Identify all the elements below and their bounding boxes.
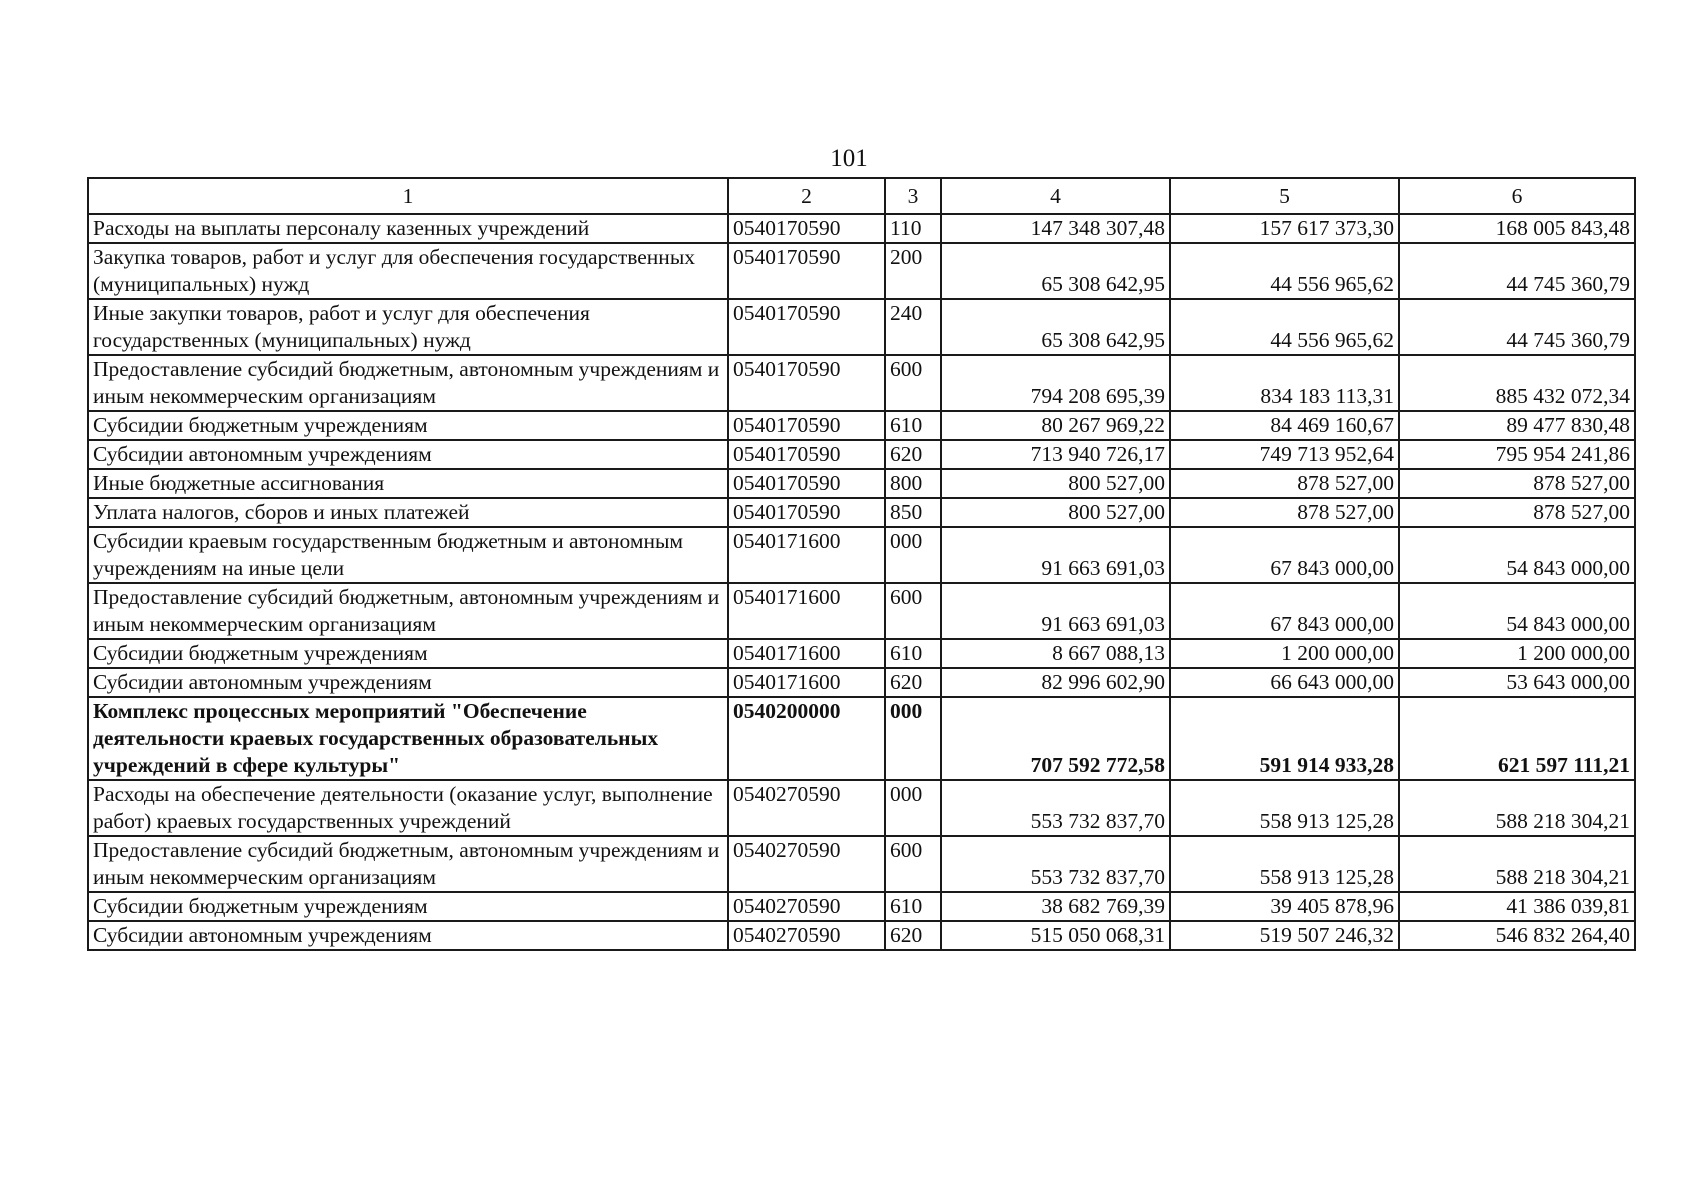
row-name: Предоставление субсидий бюджетным, автономным учреждениям и иным некоммерческим организациям: [88, 583, 728, 639]
row-expense-type: 600: [885, 583, 941, 639]
row-amount-col6: 89 477 830,48: [1399, 411, 1635, 440]
row-expense-type: 620: [885, 921, 941, 950]
row-code: 0540270590: [728, 780, 885, 836]
row-amount-col4: 800 527,00: [941, 469, 1170, 498]
row-amount-col4: 38 682 769,39: [941, 892, 1170, 921]
row-expense-type: 000: [885, 697, 941, 780]
row-amount-col6: 53 643 000,00: [1399, 668, 1635, 697]
row-amount-col4: 707 592 772,58: [941, 697, 1170, 780]
row-name: Закупка товаров, работ и услуг для обеспечения государственных (муниципальных) нужд: [88, 243, 728, 299]
row-amount-col6: 588 218 304,21: [1399, 836, 1635, 892]
row-amount-col5: 84 469 160,67: [1170, 411, 1399, 440]
table-row: [88, 299, 1635, 355]
row-amount-col6: 885 432 072,34: [1399, 355, 1635, 411]
row-amount-col6: 546 832 264,40: [1399, 921, 1635, 950]
column-header-3: 3: [885, 178, 941, 214]
row-expense-type: 110: [885, 214, 941, 243]
table-row: [88, 583, 1635, 639]
row-code: 0540170590: [728, 469, 885, 498]
row-name: Предоставление субсидий бюджетным, автономным учреждениям и иным некоммерческим организациям: [88, 836, 728, 892]
row-amount-col5: 67 843 000,00: [1170, 583, 1399, 639]
row-code: 0540170590: [728, 411, 885, 440]
table-row: [88, 921, 1635, 950]
row-name: Иные закупки товаров, работ и услуг для обеспечения государственных (муниципальных) нужд: [88, 299, 728, 355]
row-name: Субсидии автономным учреждениям: [88, 921, 728, 950]
row-code: 0540171600: [728, 583, 885, 639]
table-row: [88, 440, 1635, 469]
row-amount-col5: 44 556 965,62: [1170, 299, 1399, 355]
row-amount-col5: 66 643 000,00: [1170, 668, 1399, 697]
row-expense-type: 800: [885, 469, 941, 498]
row-code: 0540171600: [728, 668, 885, 697]
row-amount-col5: 558 913 125,28: [1170, 836, 1399, 892]
row-amount-col6: 588 218 304,21: [1399, 780, 1635, 836]
table-row: [88, 469, 1635, 498]
table-row: [88, 527, 1635, 583]
budget-table: [87, 177, 1636, 951]
row-expense-type: 610: [885, 892, 941, 921]
row-amount-col5: 519 507 246,32: [1170, 921, 1399, 950]
row-amount-col5: 39 405 878,96: [1170, 892, 1399, 921]
row-name: Предоставление субсидий бюджетным, автономным учреждениям и иным некоммерческим организациям: [88, 355, 728, 411]
row-expense-type: 610: [885, 411, 941, 440]
row-expense-type: 200: [885, 243, 941, 299]
row-amount-col4: 800 527,00: [941, 498, 1170, 527]
row-expense-type: 000: [885, 780, 941, 836]
table-row: [88, 668, 1635, 697]
row-amount-col6: 621 597 111,21: [1399, 697, 1635, 780]
row-name: Иные бюджетные ассигнования: [88, 469, 728, 498]
header-row: [88, 178, 1635, 214]
row-name: Субсидии бюджетным учреждениям: [88, 411, 728, 440]
row-code: 0540270590: [728, 921, 885, 950]
row-amount-col4: 553 732 837,70: [941, 780, 1170, 836]
column-header-1: 1: [88, 178, 728, 214]
column-header-5: 5: [1170, 178, 1399, 214]
row-expense-type: 610: [885, 639, 941, 668]
row-amount-col4: 91 663 691,03: [941, 583, 1170, 639]
table-row: [88, 214, 1635, 243]
row-amount-col5: 157 617 373,30: [1170, 214, 1399, 243]
row-expense-type: 000: [885, 527, 941, 583]
row-amount-col4: 80 267 969,22: [941, 411, 1170, 440]
table-row: [88, 355, 1635, 411]
row-code: 0540170590: [728, 214, 885, 243]
row-code: 0540170590: [728, 498, 885, 527]
row-name: Субсидии бюджетным учреждениям: [88, 639, 728, 668]
row-amount-col4: 82 996 602,90: [941, 668, 1170, 697]
row-amount-col4: 91 663 691,03: [941, 527, 1170, 583]
row-amount-col6: 44 745 360,79: [1399, 243, 1635, 299]
row-amount-col4: 65 308 642,95: [941, 299, 1170, 355]
row-amount-col6: 878 527,00: [1399, 469, 1635, 498]
row-amount-col6: 168 005 843,48: [1399, 214, 1635, 243]
row-amount-col4: 8 667 088,13: [941, 639, 1170, 668]
row-expense-type: 620: [885, 440, 941, 469]
row-amount-col5: 1 200 000,00: [1170, 639, 1399, 668]
row-expense-type: 600: [885, 355, 941, 411]
column-header-2: 2: [728, 178, 885, 214]
table-row: [88, 892, 1635, 921]
column-header-6: 6: [1399, 178, 1635, 214]
row-amount-col4: 65 308 642,95: [941, 243, 1170, 299]
row-expense-type: 620: [885, 668, 941, 697]
row-amount-col4: 553 732 837,70: [941, 836, 1170, 892]
row-expense-type: 600: [885, 836, 941, 892]
row-name: Субсидии бюджетным учреждениям: [88, 892, 728, 921]
row-amount-col6: 795 954 241,86: [1399, 440, 1635, 469]
row-amount-col5: 749 713 952,64: [1170, 440, 1399, 469]
row-code: 0540170590: [728, 299, 885, 355]
row-name: Субсидии краевым государственным бюджетным и автономным учреждениям на иные цели: [88, 527, 728, 583]
row-amount-col5: 834 183 113,31: [1170, 355, 1399, 411]
row-amount-col6: 1 200 000,00: [1399, 639, 1635, 668]
row-code: 0540171600: [728, 527, 885, 583]
row-amount-col6: 41 386 039,81: [1399, 892, 1635, 921]
row-amount-col4: 794 208 695,39: [941, 355, 1170, 411]
row-expense-type: 850: [885, 498, 941, 527]
row-amount-col5: 44 556 965,62: [1170, 243, 1399, 299]
row-name: Комплекс процессных мероприятий "Обеспечение деятельности краевых государственных образовательных учреждений в сфере культуры": [88, 697, 728, 780]
row-amount-col5: 558 913 125,28: [1170, 780, 1399, 836]
row-expense-type: 240: [885, 299, 941, 355]
row-name: Расходы на выплаты персоналу казенных учреждений: [88, 214, 728, 243]
row-code: 0540170590: [728, 440, 885, 469]
row-amount-col5: 878 527,00: [1170, 469, 1399, 498]
row-code: 0540170590: [728, 243, 885, 299]
row-amount-col5: 878 527,00: [1170, 498, 1399, 527]
table-row: [88, 697, 1635, 780]
row-name: Расходы на обеспечение деятельности (оказание услуг, выполнение работ) краевых государственных учреждений: [88, 780, 728, 836]
table-row: [88, 411, 1635, 440]
row-amount-col6: 44 745 360,79: [1399, 299, 1635, 355]
row-name: Уплата налогов, сборов и иных платежей: [88, 498, 728, 527]
row-amount-col6: 54 843 000,00: [1399, 527, 1635, 583]
table-row: [88, 498, 1635, 527]
row-code: 0540171600: [728, 639, 885, 668]
row-amount-col5: 67 843 000,00: [1170, 527, 1399, 583]
row-amount-col4: 515 050 068,31: [941, 921, 1170, 950]
row-code: 0540270590: [728, 892, 885, 921]
table-row: [88, 836, 1635, 892]
row-amount-col4: 147 348 307,48: [941, 214, 1170, 243]
table-row: [88, 639, 1635, 668]
row-amount-col6: 878 527,00: [1399, 498, 1635, 527]
row-code: 0540170590: [728, 355, 885, 411]
table-row: [88, 243, 1635, 299]
row-name: Субсидии автономным учреждениям: [88, 440, 728, 469]
row-amount-col4: 713 940 726,17: [941, 440, 1170, 469]
page-number: 101: [830, 145, 868, 172]
row-amount-col5: 591 914 933,28: [1170, 697, 1399, 780]
row-name: Субсидии автономным учреждениям: [88, 668, 728, 697]
row-amount-col6: 54 843 000,00: [1399, 583, 1635, 639]
table-row: [88, 780, 1635, 836]
row-code: 0540200000: [728, 697, 885, 780]
column-header-4: 4: [941, 178, 1170, 214]
row-code: 0540270590: [728, 836, 885, 892]
table-body: [88, 214, 1635, 950]
